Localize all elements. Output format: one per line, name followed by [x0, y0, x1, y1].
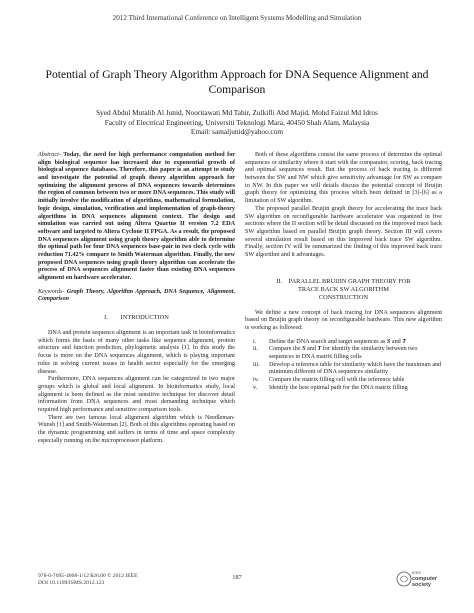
step-text-mid: and [390, 338, 403, 345]
author-affiliation: Faculty of Electrical Engineering, Universiti Teknologi Mara, 40450 Shah Alam, Malaysia [104, 117, 370, 127]
author-email: Email: samaljunid@yahoo.com [190, 127, 284, 137]
keywords-lead: Keywords- [38, 288, 65, 295]
keywords-text: Graph Theory, Algorithm Approach, DNA Sequence, Alignment, Comparison [38, 288, 235, 303]
right-paragraph-1: Both of these algorithms consist the same process of determine the optimal sequences or similarity where it start with the comparator, scoring, back tracing and optimal sequences result. But the process of back tracing is different between the SW and NW which give sensitivity advantage for SW as compare to NW. In this paper we will details discuss the potential concept of Bruijin graph theory for optimizing this process which been defined in [3]-[6] as a limitation of SW algorithm. [245, 152, 442, 205]
title-line-1: Potential of Graph Theory Algorithm Approach for DNA Sequence Alignment and [45, 68, 429, 81]
list-item [245, 362, 442, 377]
conference-header: 2012 Third International Conference on Intelligent Systems Modelling and Simulation [112, 14, 362, 22]
step-text: Compare the [269, 346, 303, 353]
section-2-heading-line-1: II. PARALLEL BRUIJIN GRAPH THEORY FOR [276, 277, 411, 285]
section-2-heading-line-2: TRACE BACK SW ALGORITHM [298, 285, 389, 293]
left-column [38, 152, 235, 445]
symbol-s: S [386, 338, 391, 345]
symbol-t: T [317, 346, 322, 353]
section-2-intro: We define a new concept of back tracing for DNA sequences alignment based on Bruijin graph theory on reconfigurable hardware. This new algorithm is working as followed: [245, 309, 442, 331]
doi-line: DOI 10.1109/ISMS.2012.123 [38, 580, 105, 586]
step-number: ii. [253, 346, 258, 353]
list-item [245, 385, 442, 393]
author-block [20, 108, 454, 137]
abstract [38, 152, 235, 283]
step-text: Compare the matrix filling cell with the reference table [269, 377, 405, 384]
right-column [245, 152, 442, 393]
abstract-lead: Abstract- [38, 152, 61, 158]
step-number: iii. [253, 361, 260, 368]
keywords [38, 289, 235, 304]
svg-text:IEEE: IEEE [412, 570, 422, 575]
svg-text:computer: computer [412, 576, 438, 582]
step-text-end: for identify the similarity between two sequences in DNA matrix filling cells [269, 346, 418, 361]
step-number: v. [253, 384, 258, 391]
symbol-t: T [402, 338, 407, 345]
section-1-heading: I. INTRODUCTION [104, 314, 169, 322]
section-2-heading-line-3: CONSTRUCTION [318, 293, 369, 301]
step-text: Develop a reference table for similarity which have the maximum and minimum different of DNA sequences similarity [269, 361, 442, 376]
list-item [245, 377, 442, 385]
step-text: Identify the best optimal path for the DNA matrix filling [269, 384, 408, 391]
intro-paragraph-3: There are two famous local alignment algorithm which is Needleman-Wunsh [1] and Smith-Waterman [2]. Both of this algorithms operating based on the dynamic programming and suffers in terms of time and space complexity especially running on the microprocessor platform. [38, 414, 235, 444]
intro-paragraph-2: Furthermore, DNA sequences alignment can be categorized in two major groups which is global and local alignment. In bioinformatics study, local alignment is been defined as the most sensitive technique for discover detail information from DNA sequences and most demanding technique which required high performance and sensitive comparison tools. [38, 376, 235, 413]
section-2-heading [245, 278, 442, 302]
isbn-line: 978-0-7695-4668-1/12 $26.00 © 2012 IEEE [38, 573, 138, 579]
step-text-mid: and [305, 346, 318, 353]
computer-society-logo [394, 566, 438, 592]
step-number: iv. [253, 377, 259, 384]
symbol-s: S [302, 346, 306, 353]
step-number: i. [253, 338, 257, 345]
paper-title [40, 68, 434, 97]
abstract-text: Today, the need for high performance computation method for align biological sequence has increased due to exponential growth of biological sequence databases. Therefore, this paper is an attempt to study and investigate the potential of graph theory algorithm approach for optimizing the alignment process of DNA sequences towards determines the region of common between two or more DNA sequences. This study will initially involve the modification of algorithms, mathematical formulation, logic design, simulation, verification and implementation of graph-theory algorithms in DNA sequences alignment context. The design and simulation was carried out using Altera Quartus II version 7.2 EDA software and targeted to Altera Cyclone II FPGA. As a result, the proposed DNA sequences alignment using graph theory algorithm able to determine the optimal path for four DNA sequences base-pair in two clock cycle with reduction 71.42% compare to Smith Waterman algorithm. Finally, the new proposed DNA sequences using graph theory algorithm can accelerate the process of DNA sequences alignment faster than existing DNA sequences alignment on hardware accelerator. [38, 152, 235, 281]
page-number: 187 [232, 574, 242, 581]
title-line-2: Comparison [208, 82, 266, 96]
author-names: Syed Abdul Mutalib Al Junid, Nooritawati Md Tahir, Zulkifli Abd Majid, Mohd Faizul Md Idros [96, 108, 378, 117]
intro-paragraph-1: DNA and protein sequence alignment is an important task in bioinformatics which forms the basis of many other tasks like sequence alignment, protein structure and function prediction, phylogenetic analysis [1]. In this study the focus is more on the DNA sequences alignment, which is playing important rules in solving current issues in health sector especially for the emerging disease. [38, 330, 235, 375]
step-text: Define the DNA search and target sequences as [269, 338, 387, 345]
svg-text:society: society [412, 582, 431, 588]
right-paragraph-2: The proposed parallel Bruijin graph theory for accelerating the trace back SW algorithm on reconfigurable hardware accelerator was organized in five sections where the II section will be detail discussed on the improved trace back SW algorithm based on parallel Bruijin graph theory. Section III will covers several simulation result based on this improved back trace SW algorithm. Finally, section IV will be summarized the finding of this improved back trace SW algorithm and it advantages. [245, 205, 442, 258]
list-item [245, 346, 442, 361]
algorithm-steps [245, 339, 442, 393]
